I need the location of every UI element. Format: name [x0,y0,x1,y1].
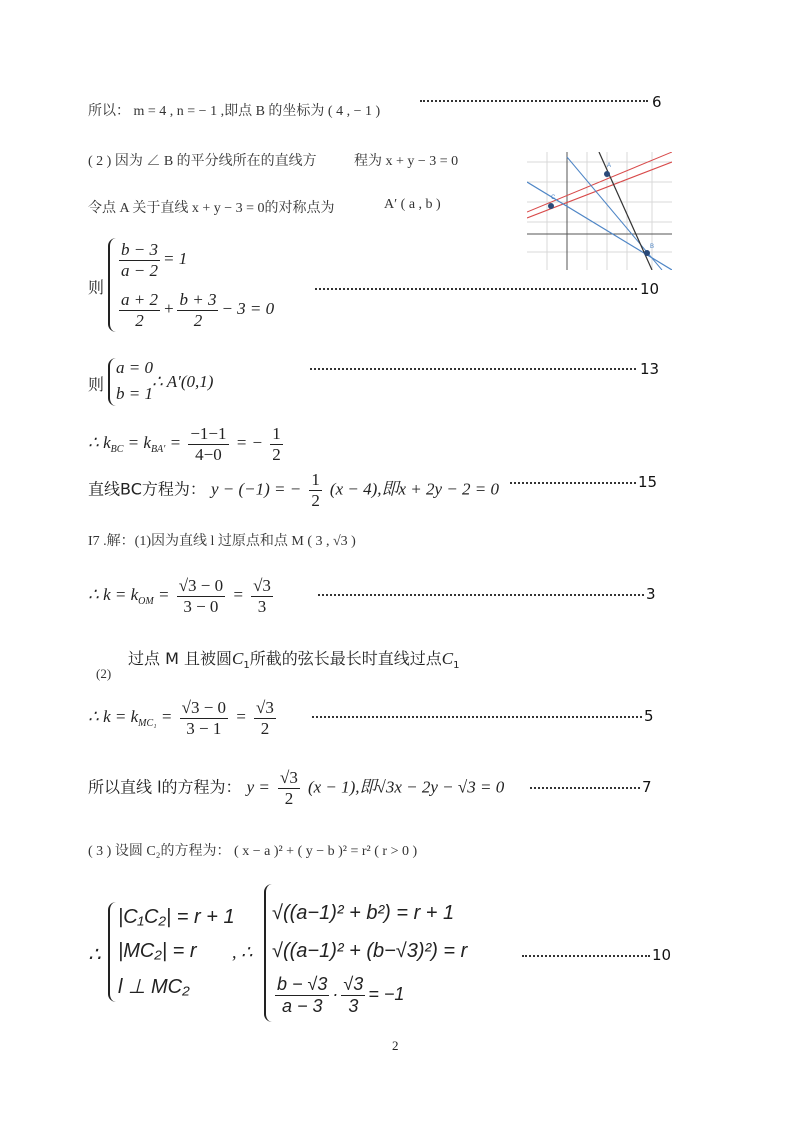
brace-3 [108,902,116,1002]
score-mark: 15 [638,473,658,491]
sys2-after: ∴ A′(0,1) [152,372,214,391]
score-mark: 13 [640,360,660,378]
score-mark: 3 [646,585,656,603]
sys3-comma: , ∴ [232,942,253,962]
brace-4 [264,884,272,1022]
slope-bc-line: ∴ $k_{BC} = k_{BA'}$ = $\frac{-1-1}{4-0}$ = − $\frac{1}{2}$ [88,424,281,464]
point-b [644,250,650,256]
sys1-row1: $\frac{b - 3}{a - 2}$ = 1 [121,240,188,280]
slope-mc1-line: ∴ $k = k_{MC_1}$ = $\frac{√3 - 0}{3 - 1}$ = $\frac{√3}{2}$ [88,698,274,738]
score-mark: 6 [652,93,662,111]
dotted-leader [420,100,648,102]
part-3-circle-equation: ( 3 ) 设圆 C₂的方程为： ( x − a )² + ( y − b )² = r² ( r > 0 ) [88,844,418,859]
geometry-figure [527,152,672,270]
sys4-row2: √((a−1)² + (b−√3)²) = r [272,940,468,962]
score-mark: 10 [652,946,672,964]
brace-1 [108,238,116,332]
score-mark: 10 [640,280,660,298]
sys2-row1: a = 0 [116,358,153,377]
figure-grid [527,152,672,270]
slope-om-line: ∴ $k = k_{OM}$ = $\frac{√3 - 0}{3 - 0}$ = $\frac{√3}{3}$ [88,576,271,616]
label-b: B [650,244,655,250]
text-line-bisector: ( 2 ) 因为 ∠ B 的平分线所在的直线方 [88,154,317,169]
dotted-leader [522,955,650,957]
sys4-row3: $\frac{b - √3}{a - 3}$ · $\frac{√3}{3}$ = −1 [277,974,405,1016]
dotted-leader [315,288,637,290]
sys4-row1: √((a−1)² + b²) = r + 1 [272,902,455,924]
dotted-leader [318,594,644,596]
point-a [604,171,610,177]
dotted-leader [510,482,636,484]
sys2-row2: b = 1 [116,384,153,403]
score-mark: 5 [644,707,654,725]
page-number: 2 [392,1038,399,1053]
text-line-coordinates: 所以： m = 4 , n = − 1 ,即点 B 的坐标为 ( 4 , − 1 ) [88,104,381,119]
sys1-row2: $\frac{a + 2}{2}$ + $\frac{b + 3}{2}$ − 3 = 0 [121,290,275,330]
part-2-text: 过点 M 且被圆$C_1$所截的弦长最长时直线过点$C_1$ [128,649,460,671]
brace-2 [108,358,116,406]
text-line-bisector-eq: 程为 x + y − 3 = 0 [354,154,459,169]
bc-equation: 直线BC方程为： y − (−1) = − $\frac{1}{2}$ (x − 4),即x + 2y − 2 = 0 [88,470,500,510]
label-c: C [551,195,556,201]
red-line [527,162,672,218]
part-2-label: (2) [96,666,112,681]
text-line-point-a-prime: A′ ( a , b ) [384,197,441,212]
score-mark: 7 [642,778,652,796]
sys3-row1: |C₁C₂| = r + 1 [118,906,235,928]
dotted-leader [530,787,640,789]
label-ze: 则 [88,278,105,297]
dotted-leader [312,716,642,718]
question-17: I7 .解：(1)因为直线 l 过原点和点 M ( 3 , √3 ) [88,534,356,549]
label-ze-2: 则 [88,375,105,394]
sys3-therefore: ∴ [88,944,101,966]
line-l-equation: 所以直线 l的方程为： y = $\frac{√3}{2}$ (x − 1),即√3x − 2y − √3 = 0 [88,768,505,808]
point-c [548,203,554,209]
text-line-symmetric: 令点 A 关于直线 x + y − 3 = 0的对称点为 [88,201,335,216]
sys3-row2: |MC₂| = r [118,940,197,962]
dotted-leader [310,368,636,370]
label-a: A [607,163,612,169]
sys3-row3: l ⊥ MC₂ [118,976,190,998]
